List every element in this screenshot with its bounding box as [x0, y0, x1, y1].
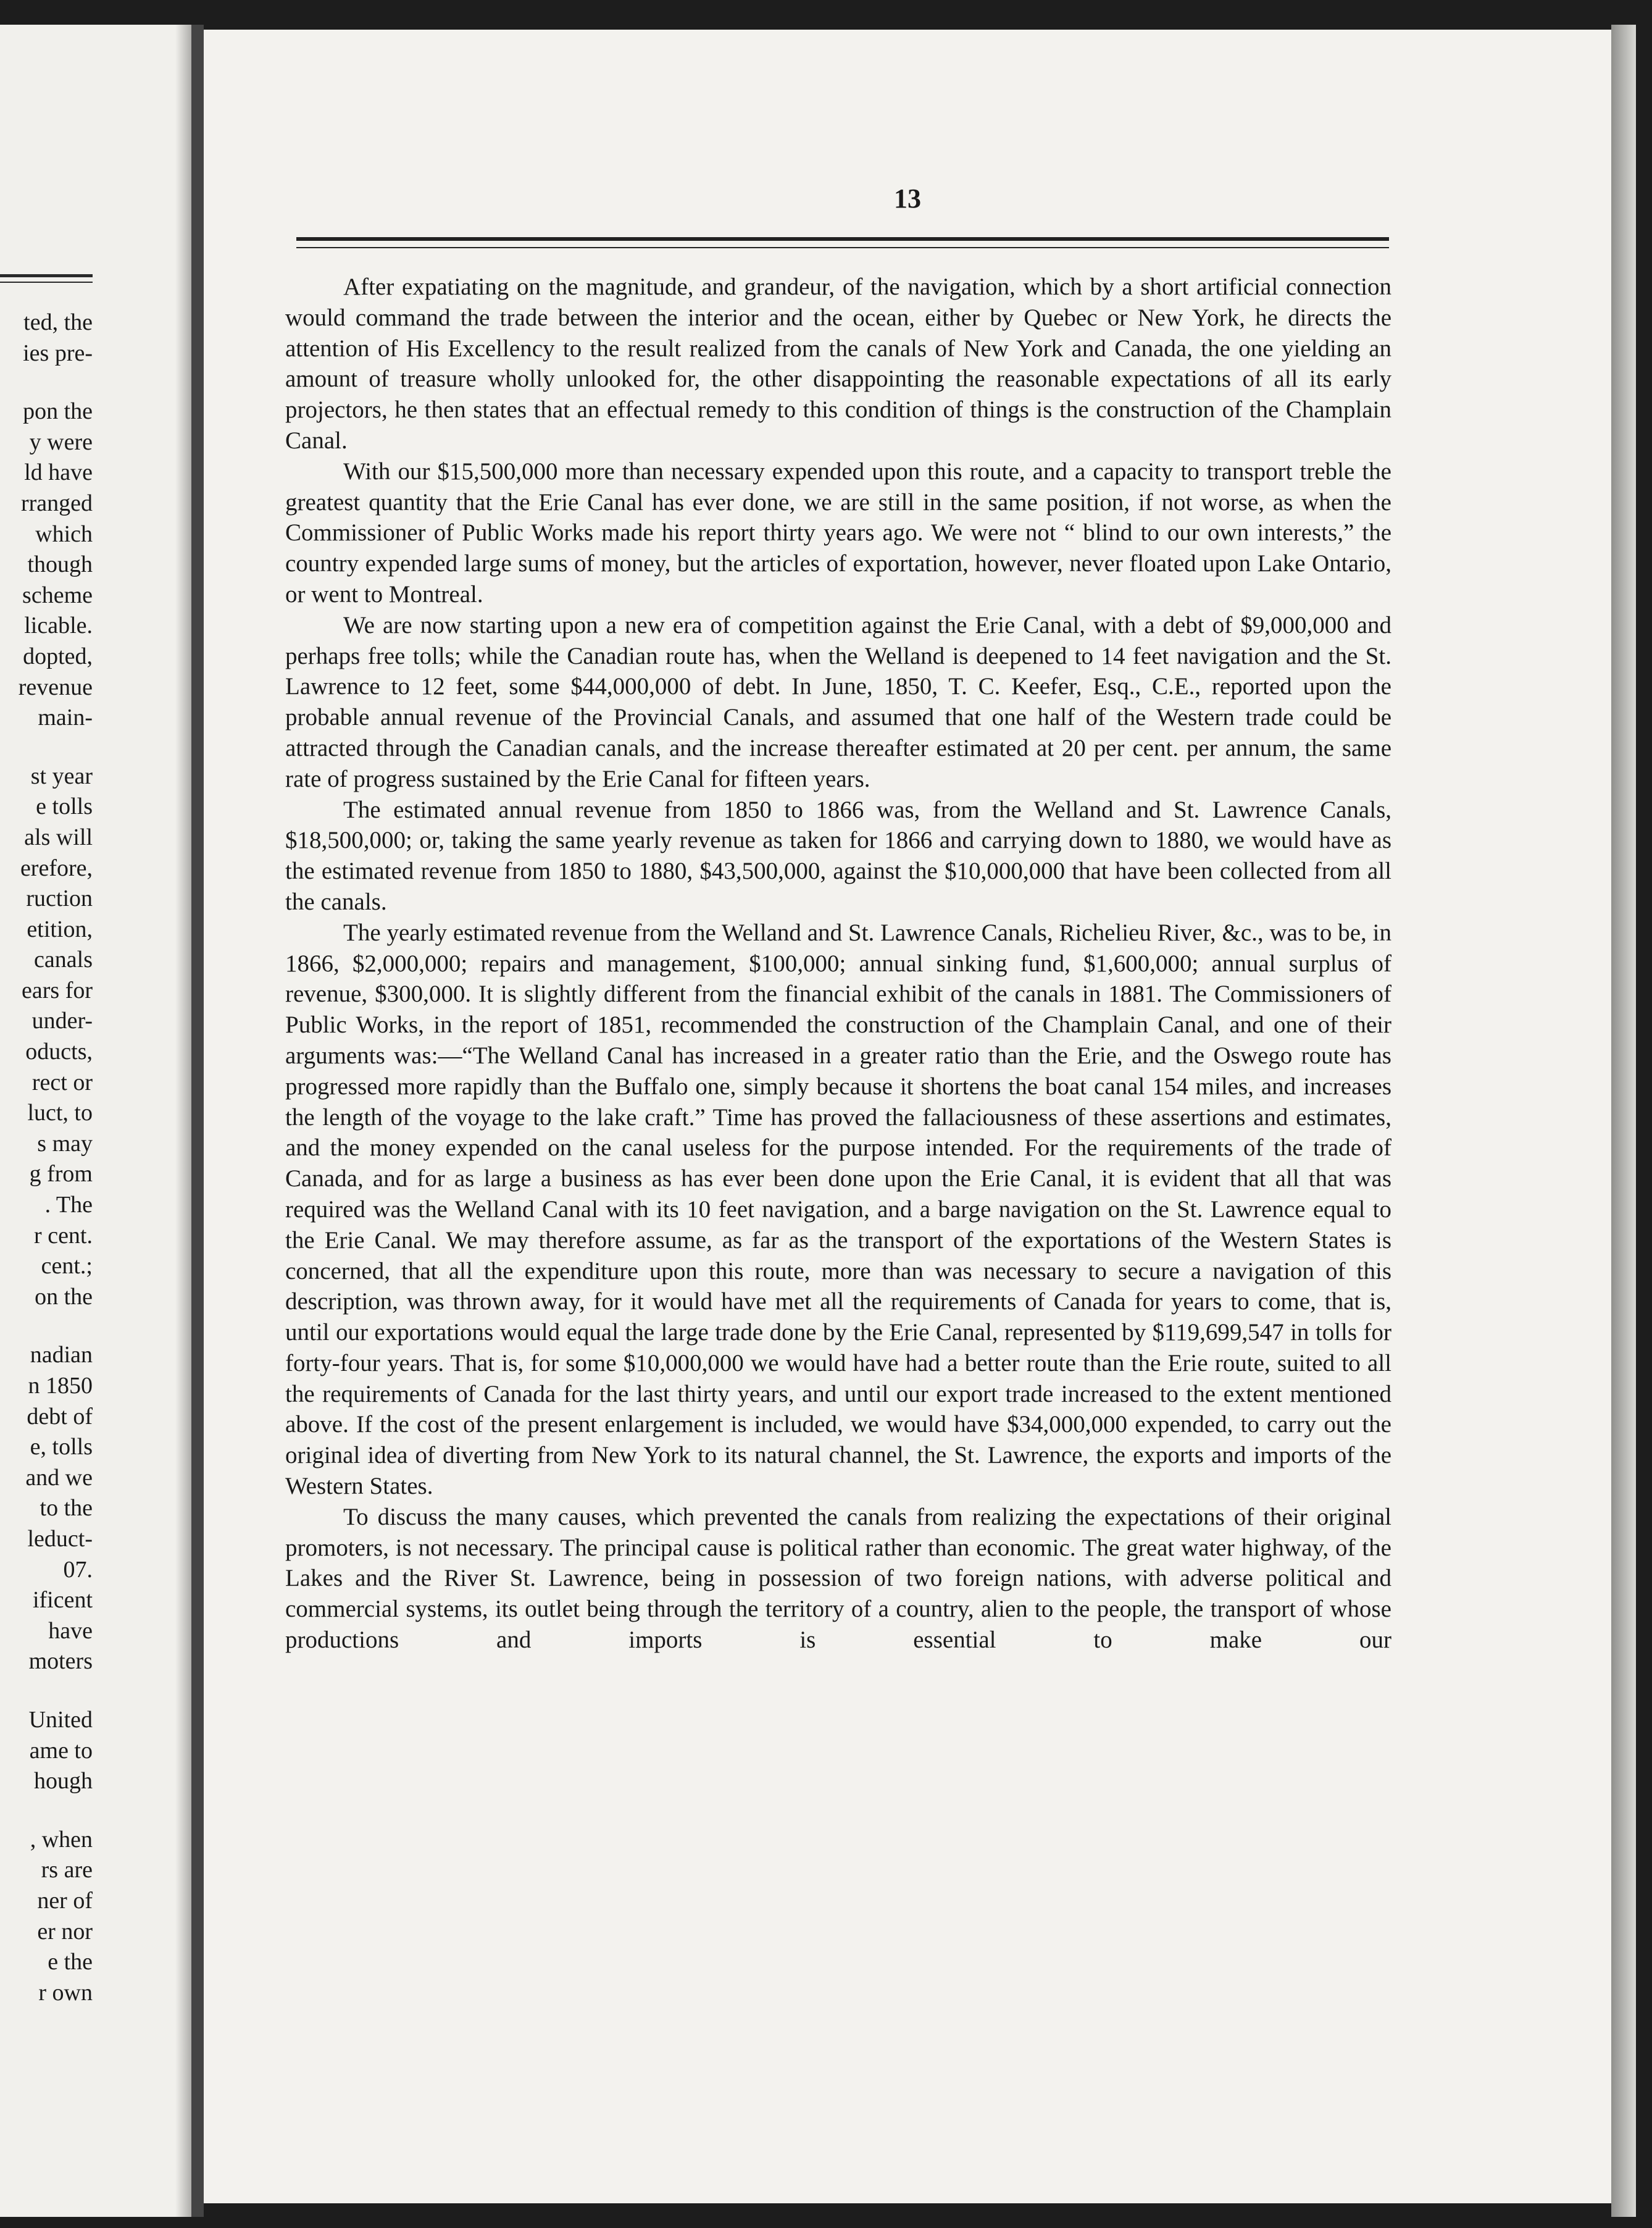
left-page-line: ificent — [32, 1587, 93, 1614]
paragraph: The yearly estimated revenue from the Welland and St. Lawrence Canals, Richelieu River, &c., was to be, in 1866, $2,000,000; repairs and management, $100,000; annual sinking fund, $1,600,000; annual surplus of revenue, $300,000. It is slightly different from the financial exhibit of the canals in 1881. The Commissioners of Public Works, in the report of 1851, recommended the construction of the Champlain Canal, and one of their arguments was:—“The Welland Canal has increased in a greater ratio than the Erie, and the Oswego route has progressed more rapidly than the Buffalo one, simply because it shortens the boat canal 154 miles, and increases the length of the voyage to the lake craft.” Time has proved the fallaciousness of these assertions and estimates, and the money expended on the canal useless for the purpose intended. For the requirements of the trade of Canada, and for as large a business as has ever been done upon the Erie Canal, it is evident that all that was required was the Welland Canal with its 10 feet navigation, and a barge navigation on the St. Lawrence equal to the Erie Canal. We may therefore assume, as far as the transport of the exportations of the Western States is concerned, that all the expenditure upon this route, more than was necessary to secure a navigation of this description, was thrown away, for it would have met all the requirements of Canada for years to come, that is, until our exportations would equal the large trade done by the Erie Canal, represented by $119,699,547 in tolls for forty-four years. That is, for some $10,000,000 we would have had a better route than the Erie route, suited to all the requirements of Canada for the last thirty years, and until our export trade increased to the extent mentioned above. If the cost of the present enlargement is included, we would have $34,000,000 expended, to carry out the original idea of diverting from New York to its natural channel, the St. Lawrence, the exports and imports of the Western States. — [285, 919, 1391, 1500]
left-page-line: pon the — [23, 398, 93, 425]
paragraph: With our $15,500,000 more than necessary expended upon this route, and a capacity to transport treble the greatest quantity that the Erie Canal has ever done, we are still in the same position, if not worse, as when the Commissioner of Public Works made his report thirty years ago. We were not “ blind to our own interests,” the country expended large sums of money, but the articles of exportation, however, never floated upon Lake Ontario, or went to Montreal. — [285, 458, 1391, 608]
left-page-line: scheme — [22, 582, 93, 608]
left-page-line: rect or — [31, 1069, 93, 1095]
left-page-line: cent.; — [41, 1253, 93, 1279]
left-page-line: y were — [29, 429, 93, 455]
left-page-line: ted, the — [23, 309, 93, 335]
left-page-line: r cent. — [34, 1222, 93, 1249]
left-page-line: hough — [34, 1768, 93, 1795]
left-page-line: debt of — [27, 1403, 93, 1430]
left-page-line: ies pre- — [23, 340, 93, 366]
left-page-line: moters — [28, 1648, 93, 1675]
left-page-line: have — [48, 1617, 93, 1644]
left-page-line: nadian — [30, 1342, 93, 1368]
left-page-rule-thin — [0, 282, 93, 283]
paragraph: To discuss the many causes, which prevented the canals from realizing the expectations of their original promoters, is not necessary. The principal cause is political rather than economic. The great water highway, of the Lakes and the River St. Lawrence, being in possession of two foreign nations, with adverse political and commercial systems, its outlet being through the territory of a country, alien to the people, the transport of whose productions and imports is essential to make our — [285, 1503, 1391, 1654]
left-page-line: on the — [35, 1283, 93, 1310]
left-page-line: ame to — [29, 1737, 93, 1764]
left-page-line: 07. — [63, 1556, 93, 1583]
left-page-line: . The — [44, 1192, 93, 1218]
left-page-line — [0, 734, 93, 761]
left-page-line: though — [27, 551, 93, 578]
left-page-line: which — [35, 521, 93, 547]
paragraph: We are now starting upon a new era of competition against the Erie Canal, with a debt of $9,000,000 and perhaps free tolls; while the Canadian route has, when the Welland is deepened to 14 feet navigation and the St. Lawrence to 12 feet, some $44,000,000 of debt. In June, 1850, T. C. Keefer, Esq., C.E., reported upon the probable annual revenue of the Provincial Canals, and assumed that one half of the Western trade could be attracted through the Canadian canals, and the increase thereafter estimated at 20 per cent. per annum, the same rate of progress sustained by the Erie Canal for fifteen years. — [285, 611, 1391, 792]
left-page-line: to the — [40, 1495, 93, 1522]
left-page-line: etition, — [27, 916, 93, 942]
paragraph: The estimated annual revenue from 1850 to 1866 was, from the Welland and St. Lawrence Canals, $18,500,000; or, taking the same yearly revenue as taken for 1866 and carrying down to 1880, we would have as the estimated revenue from 1850 to 1880, $43,500,000, against the $10,000,000 that have been collected from all the canals. — [285, 796, 1391, 915]
left-page-line: e tolls — [36, 794, 93, 820]
left-page-line: s may — [37, 1130, 93, 1157]
page — [204, 30, 1611, 2203]
left-page-line: rs are — [41, 1857, 93, 1883]
left-page-line: oducts, — [25, 1039, 93, 1065]
left-page-line: e the — [48, 1949, 93, 1975]
page-edge — [1611, 25, 1636, 2217]
left-page-line: main- — [38, 705, 93, 731]
left-page-line: st year — [30, 763, 93, 789]
left-page-line — [0, 1677, 93, 1705]
left-page-line: canals — [34, 947, 93, 973]
left-page-line: r own — [38, 1979, 93, 2006]
left-page-line: er nor — [37, 1918, 93, 1945]
left-page-line: revenue — [18, 674, 93, 700]
paragraph: After expatiating on the magnitude, and grandeur, of the navigation, which by a short artificial connection would command the trade between the interior and the ocean, either by Quebec or New York, he directs the attention of His Excellency to the result realized from the canals of New York and Canada, the one yielding an amount of treasure wholly unlooked for, the other disappointing the reasonable expectations of all its early projectors, he then states that an effectual remedy to this condition of things is the construction of the Champlain Canal. — [285, 274, 1391, 454]
previous-page-fragment — [0, 25, 191, 2217]
header-rule-thin — [296, 247, 1389, 248]
left-page-line — [0, 369, 93, 396]
left-page-line: ruction — [26, 886, 93, 912]
left-page-line: e, tolls — [30, 1434, 93, 1460]
left-page-line: and we — [25, 1464, 93, 1491]
left-page-line: , when — [30, 1826, 93, 1853]
left-page-rule-thick — [0, 274, 93, 277]
left-page-line: dopted, — [23, 643, 93, 669]
left-page-line — [0, 1312, 93, 1340]
left-page-line: United — [28, 1706, 93, 1733]
page-number: 13 — [894, 183, 921, 214]
left-page-line: g from — [29, 1161, 93, 1187]
body-text — [285, 272, 1391, 1656]
left-page-line: n 1850 — [28, 1373, 93, 1399]
left-page-line: licable. — [24, 613, 93, 639]
left-page-line: luct, to — [27, 1100, 93, 1126]
left-page-line — [0, 1797, 93, 1825]
header-rule-thick — [296, 237, 1389, 241]
left-page-line: als will — [24, 824, 93, 850]
left-page-line: ears for — [22, 977, 93, 1003]
book-gutter — [191, 25, 204, 2217]
left-page-text-fragment — [0, 308, 93, 2008]
gutter-shadow — [175, 25, 191, 2217]
left-page-line: erefore, — [20, 855, 93, 881]
left-page-line: rranged — [20, 490, 93, 516]
left-page-line: ner of — [37, 1887, 93, 1914]
left-page-line: ld have — [24, 459, 93, 486]
left-page-line: under- — [31, 1008, 93, 1034]
left-page-line: leduct- — [27, 1525, 93, 1552]
